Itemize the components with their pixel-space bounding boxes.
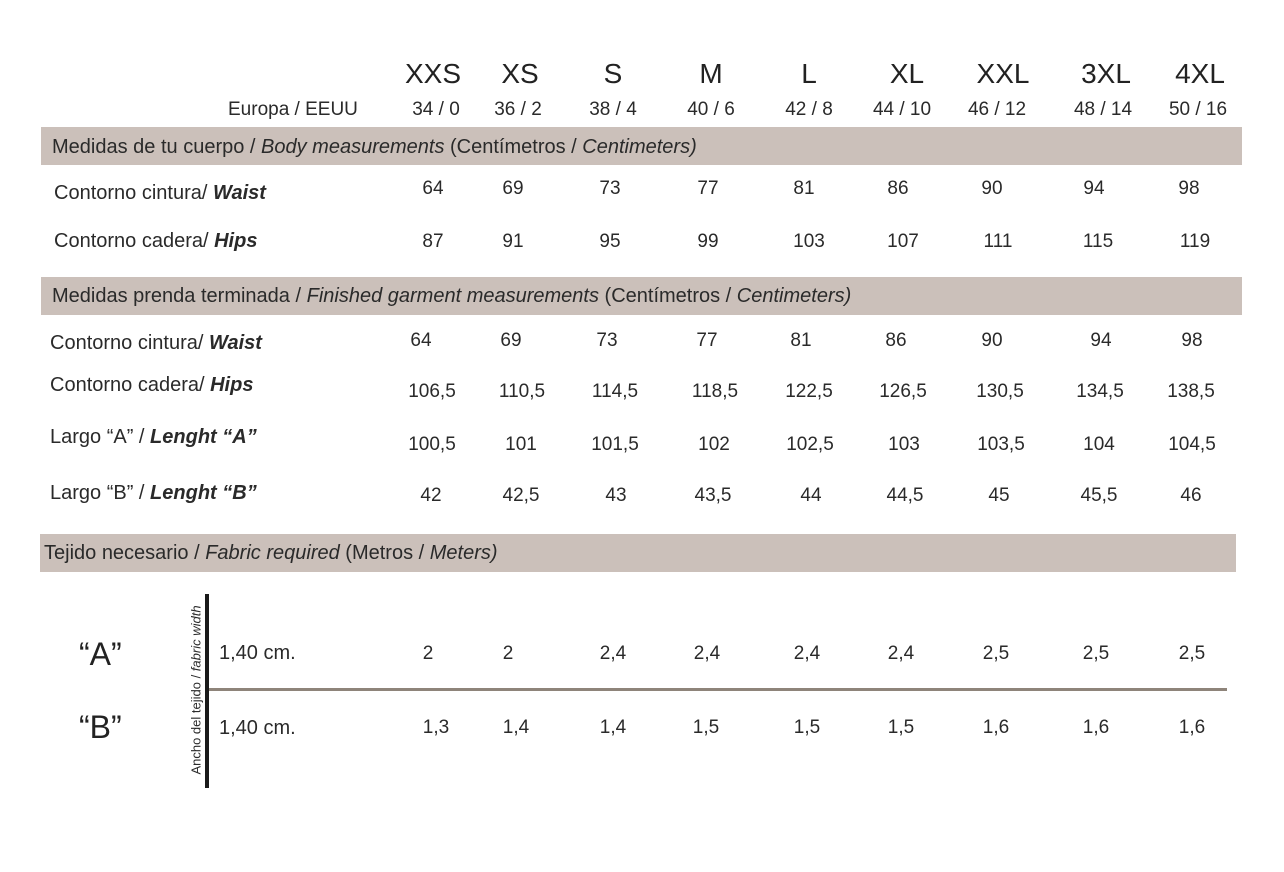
cell-value: 2,4 (887, 643, 915, 664)
size-header: 4XL (1175, 58, 1225, 89)
cell-value: 81 (790, 330, 812, 351)
eu-size: 34 / 0 (412, 99, 460, 120)
cell-value: 114,5 (591, 381, 639, 402)
cell-value: 2,4 (599, 643, 627, 664)
cell-value: 1,5 (887, 717, 915, 738)
cell-value: 90 (981, 178, 1003, 199)
cell-value: 77 (697, 178, 719, 199)
fabric-row-divider (209, 688, 1227, 691)
cell-value: 110,5 (498, 381, 546, 402)
cell-value: 42 (420, 485, 442, 506)
cell-value: 101 (505, 434, 537, 455)
row-label (54, 230, 257, 253)
row-label-en: Hips (210, 374, 254, 396)
row-label-en: Waist (212, 182, 266, 204)
section-unit: (Centímetros / (450, 136, 577, 158)
cell-value: 1,4 (502, 717, 530, 738)
size-header: 3XL (1081, 58, 1131, 89)
cell-value: 103 (793, 231, 825, 252)
fabric-option-letter: “B” (79, 709, 122, 745)
row-label (50, 374, 253, 397)
row-label-es: Contorno cadera/ (50, 374, 205, 396)
cell-value: 134,5 (1076, 381, 1124, 402)
cell-value: 81 (793, 178, 815, 199)
cell-value: 102 (698, 434, 730, 455)
eu-size: 50 / 16 (1168, 99, 1228, 120)
fabric-width-label-en: fabric width (188, 605, 204, 672)
eu-size: 48 / 14 (1073, 99, 1133, 120)
cell-value: 119 (1179, 231, 1211, 252)
cell-value: 2,5 (982, 643, 1010, 664)
cell-value: 1,6 (1082, 717, 1110, 738)
cell-value: 69 (500, 330, 522, 351)
cell-value: 2,4 (693, 643, 721, 664)
section-title-en: Fabric required (205, 542, 340, 564)
section-unit-en: Centimeters) (582, 136, 697, 158)
cell-value: 103 (888, 434, 920, 455)
eu-size: 40 / 6 (687, 99, 735, 120)
size-header: XS (501, 58, 539, 89)
row-label-en: Lenght “A” (150, 426, 257, 448)
section-title-es: Tejido necesario / (44, 542, 200, 564)
size-header: XL (889, 58, 925, 89)
row-label-es: Contorno cintura/ (54, 182, 208, 204)
cell-value: 1,5 (793, 717, 821, 738)
cell-value: 2,5 (1178, 643, 1206, 664)
row-label (50, 482, 257, 505)
fabric-width-label-es: Ancho del tejido / (188, 674, 204, 775)
cell-value: 45 (988, 485, 1010, 506)
cell-value: 102,5 (786, 434, 834, 455)
size-header: S (603, 58, 623, 89)
cell-value: 45,5 (1080, 485, 1118, 506)
cell-value: 104 (1083, 434, 1115, 455)
eu-size: 38 / 4 (589, 99, 637, 120)
cell-value: 107 (887, 231, 919, 252)
cell-value: 44 (800, 485, 822, 506)
section-unit-en: Centimeters) (736, 285, 852, 307)
cell-value: 73 (596, 330, 618, 351)
eu-size: 36 / 2 (494, 99, 542, 120)
cell-value: 111 (983, 231, 1013, 252)
row-label-es: Largo “A” / (50, 426, 145, 448)
cell-value: 86 (885, 330, 907, 351)
row-label-es: Contorno cintura/ (50, 332, 204, 354)
section-unit: (Centímetros / (604, 285, 732, 307)
fabric-width-value: 1,40 cm. (219, 717, 296, 739)
section-title-en: Finished garment measurements (306, 285, 599, 307)
cell-value: 100,5 (408, 434, 456, 455)
cell-value: 2 (422, 643, 434, 664)
section-unit-en: Meters) (429, 542, 498, 564)
section-title-es: Medidas de tu cuerpo / (52, 136, 256, 158)
cell-value: 95 (599, 231, 621, 252)
size-header: XXS (404, 58, 462, 89)
cell-value: 64 (410, 330, 432, 351)
cell-value: 126,5 (879, 381, 927, 402)
cell-value: 94 (1083, 178, 1105, 199)
cell-value: 73 (599, 178, 621, 199)
row-label-en: Lenght “B” (150, 482, 257, 504)
section-title-es: Medidas prenda terminada / (52, 285, 302, 307)
size-header: L (801, 58, 817, 89)
cell-value: 43 (605, 485, 627, 506)
cell-value: 101,5 (591, 434, 639, 455)
fabric-required-title (44, 542, 498, 565)
cell-value: 94 (1090, 330, 1112, 351)
cell-value: 86 (887, 178, 909, 199)
size-header: M (699, 58, 723, 89)
cell-value: 90 (981, 330, 1003, 351)
cell-value: 130,5 (976, 381, 1024, 402)
eu-size-label: Europa / EEUU (228, 99, 358, 120)
cell-value: 106,5 (408, 381, 456, 402)
cell-value: 98 (1181, 330, 1203, 351)
cell-value: 1,4 (599, 717, 627, 738)
fabric-width-label (189, 605, 204, 774)
row-label-en: Waist (208, 332, 262, 354)
cell-value: 115 (1082, 231, 1114, 252)
cell-value: 1,5 (692, 717, 720, 738)
cell-value: 2,4 (793, 643, 821, 664)
cell-value: 1,6 (1178, 717, 1206, 738)
eu-size: 46 / 12 (967, 99, 1027, 120)
cell-value: 104,5 (1168, 434, 1216, 455)
cell-value: 103,5 (977, 434, 1025, 455)
cell-value: 2 (502, 643, 514, 664)
row-label (50, 426, 257, 449)
cell-value: 99 (697, 231, 719, 252)
cell-value: 77 (696, 330, 718, 351)
cell-value: 87 (422, 231, 444, 252)
cell-value: 1,6 (982, 717, 1010, 738)
cell-value: 43,5 (694, 485, 732, 506)
cell-value: 98 (1178, 178, 1200, 199)
cell-value: 122,5 (785, 381, 833, 402)
fabric-width-divider (205, 594, 209, 788)
eu-size: 44 / 10 (872, 99, 932, 120)
row-label-en: Hips (214, 230, 258, 252)
section-unit: (Metros / (345, 542, 425, 564)
eu-size: 42 / 8 (785, 99, 833, 120)
row-label (54, 182, 266, 205)
cell-value: 69 (502, 178, 524, 199)
size-header: XXL (976, 58, 1030, 89)
garment-measurements-title (52, 285, 851, 308)
row-label-es: Contorno cadera/ (54, 230, 209, 252)
cell-value: 42,5 (502, 485, 540, 506)
cell-value: 46 (1180, 485, 1202, 506)
cell-value: 64 (422, 178, 444, 199)
fabric-width-value: 1,40 cm. (219, 642, 296, 664)
cell-value: 118,5 (691, 381, 739, 402)
fabric-option-letter: “A” (79, 636, 122, 672)
cell-value: 44,5 (886, 485, 924, 506)
cell-value: 1,3 (422, 717, 450, 738)
cell-value: 2,5 (1082, 643, 1110, 664)
row-label-es: Largo “B” / (50, 482, 145, 504)
cell-value: 138,5 (1167, 381, 1215, 402)
row-label (50, 332, 262, 355)
cell-value: 91 (502, 231, 524, 252)
body-measurements-title (52, 136, 697, 159)
section-title-en: Body measurements (261, 136, 445, 158)
